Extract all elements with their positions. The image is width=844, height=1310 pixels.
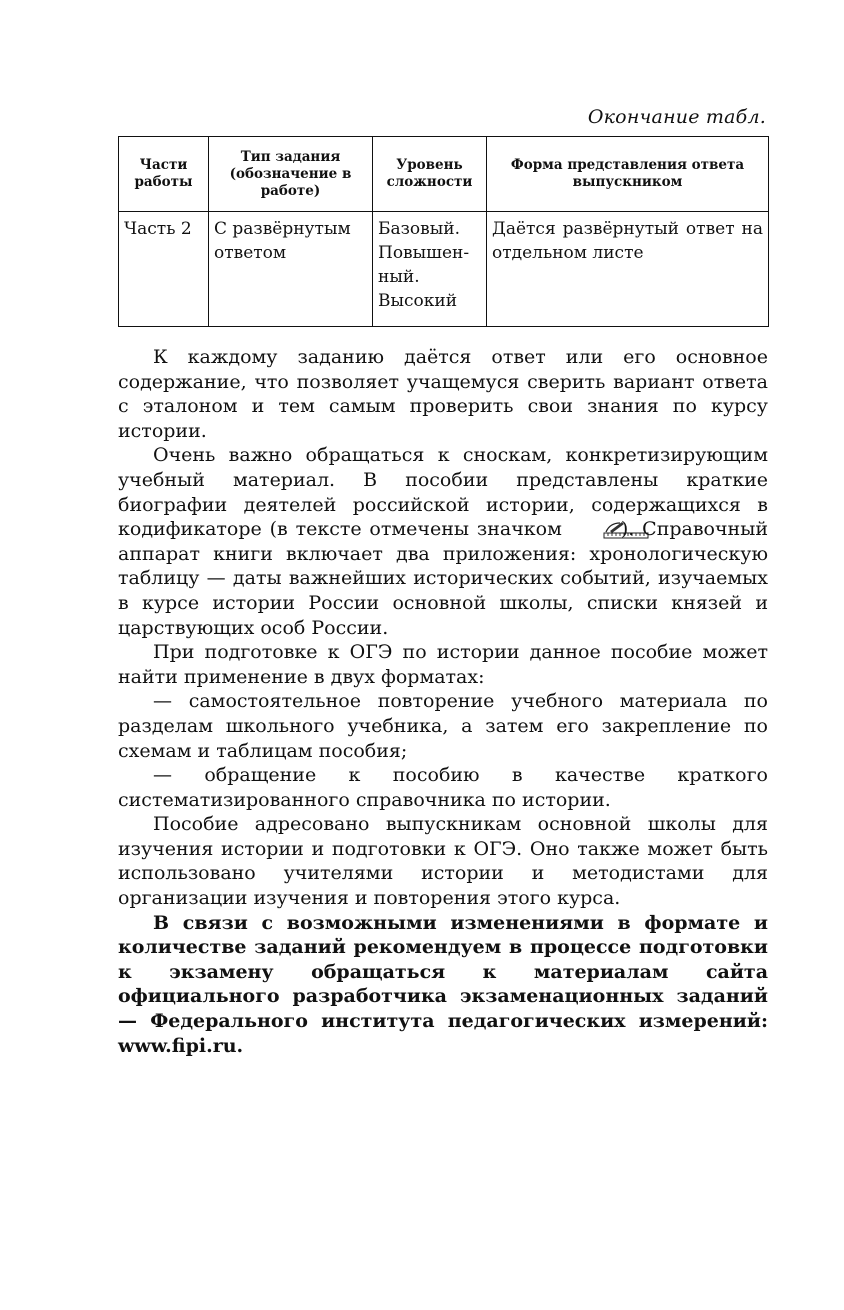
difficulty-line: Повышен- bbox=[378, 243, 470, 263]
cell-answer-form: Даётся развёрнутый ответ на отдельном листе bbox=[487, 212, 769, 327]
paragraph-text: Очень важно обращаться к сноскам, конкретизирующим учебный материал. В пособии представлены краткие биографии деятелей российской истории, содержащихся в кодификаторе (в тексте отмечены значком bbox=[118, 444, 768, 541]
cell-task-type: С развёрнутым ответом bbox=[209, 212, 373, 327]
header-parts: Части работы bbox=[119, 137, 209, 212]
difficulty-line: ный. bbox=[378, 267, 420, 287]
table-caption: Окончание табл. bbox=[587, 106, 766, 128]
paragraph: Пособие адресовано выпускникам основной школы для изучения истории и подготовки к ОГЭ. Оно также может быть использовано учителями истории и методистами для организации изучения и повторения этого курса. bbox=[118, 813, 768, 910]
pen-on-ruler-icon bbox=[565, 519, 617, 539]
table-row bbox=[119, 212, 769, 327]
header-answer-form: Форма представления ответа выпускником bbox=[487, 137, 769, 212]
header-difficulty: Уровень сложности bbox=[373, 137, 487, 212]
cell-part: Часть 2 bbox=[119, 212, 209, 327]
paragraph bbox=[118, 443, 768, 640]
list-item: — обращение к пособию в качестве краткого систематизированного справочника по истории. bbox=[118, 764, 768, 811]
paragraph: При подготовке к ОГЭ по истории данное пособие может найти применение в двух форматах: bbox=[118, 641, 768, 688]
exam-structure-table bbox=[118, 136, 769, 327]
table-header-row bbox=[119, 137, 769, 212]
note-paragraph: В связи с возможными изменениями в формате и количестве заданий рекомендуем в процессе подготовки к экзамену обращаться к материалам сайта официального разработчика экзаменационных заданий — Федерального института педагогических измерений: www.fipi.ru. bbox=[118, 911, 768, 1057]
paragraph: К каждому заданию даётся ответ или его основное содержание, что позволяет учащемуся сверить вариант ответа с эталоном и тем самым проверить свои знания по курсу истории. bbox=[118, 346, 768, 442]
difficulty-line: Базовый. bbox=[378, 219, 460, 239]
difficulty-line: Высокий bbox=[378, 291, 458, 311]
header-task-type: Тип задания (обозначение в работе) bbox=[209, 137, 373, 212]
main-text bbox=[118, 345, 768, 1058]
paragraph-text: ). Справочный аппарат книги включает два приложения: хронологическую таблицу — даты важнейших исторических событий, изучаемых в курсе истории России основной школы, списки князей и царствующих особ России. bbox=[118, 518, 768, 639]
cell-difficulty bbox=[373, 212, 487, 327]
list-item: — самостоятельное повторение учебного материала по разделам школьного учебника, а затем его закрепление по схемам и таблицам пособия; bbox=[118, 690, 768, 762]
